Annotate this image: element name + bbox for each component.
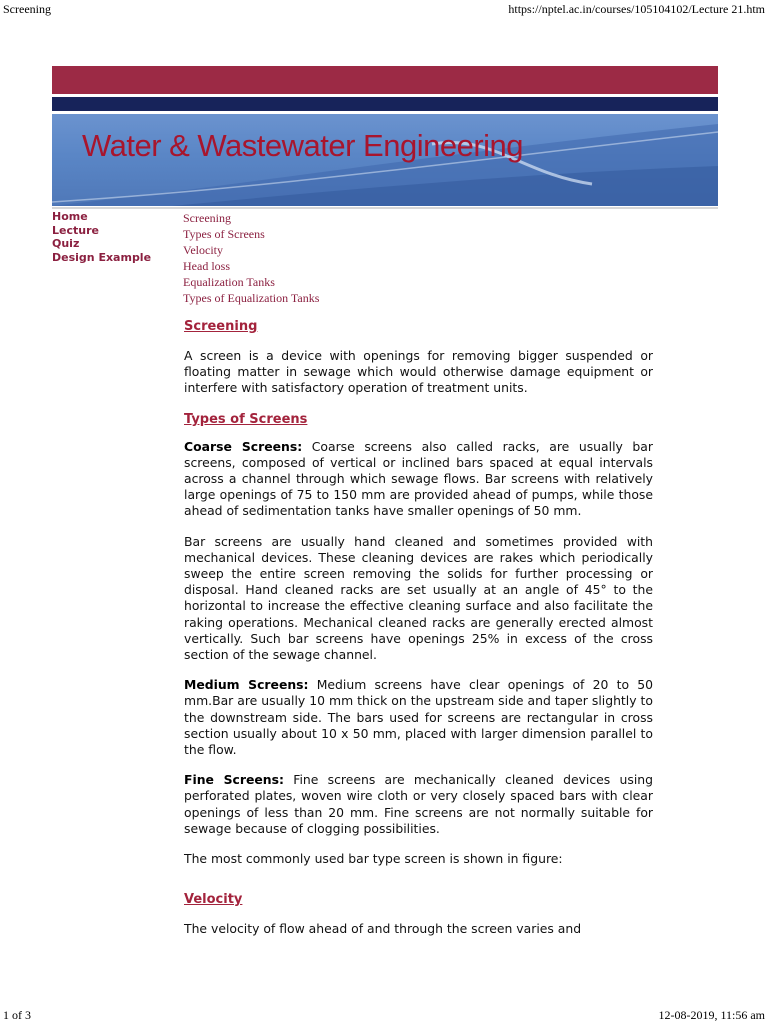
velocity-paragraph: The velocity of flow ahead of and through the screen varies and <box>184 921 582 937</box>
print-page-url: https://nptel.ac.in/courses/105104102/Lecture 21.htm <box>508 2 765 16</box>
nav-design-example-link[interactable]: Design Example <box>52 250 152 264</box>
table-of-contents <box>183 210 533 306</box>
coarse-screens-text: Coarse screens also called racks, are usually bar screens, composed of vertical or inclined bars spaced at equal intervals across a channel through which sewage flows. Bar screens with relatively large openings of 75 to 150 mm are provided ahead of pumps, while those ahead of sedimentation tanks have smaller openings of 50 mm. <box>184 438 653 519</box>
toc-screening-link[interactable]: Screening <box>183 211 231 225</box>
nav-home-link[interactable]: Home <box>52 210 88 223</box>
header-band-maroon <box>52 66 718 94</box>
figure-intro-paragraph: The most commonly used bar type screen is shown in figure: <box>184 851 563 867</box>
banner-divider <box>52 207 718 209</box>
nav-quiz-link[interactable]: Quiz <box>52 237 80 250</box>
heading-velocity: Velocity <box>184 892 243 908</box>
print-footer <box>0 1006 768 1024</box>
toc-head-loss-link[interactable]: Head loss <box>183 259 230 273</box>
medium-screens-text: Medium screens have clear openings of 20 to 50 mm.Bar are usually 10 mm thick on the upstream side and taper slightly to the downstream side. The bars used for screens are rectangular in cross section usually about 10 x 50 mm, placed with larger dimension parallel to the flow. <box>184 677 654 758</box>
fine-screens-text: Fine screens are mechanically cleaned devices using perforated plates, woven wire cloth or very closely spaced bars with clear openings of less than 20 mm. Fine screens are not normally suitable for sewage because of clogging possibilities. <box>184 772 653 836</box>
left-nav <box>52 210 177 264</box>
screening-paragraph: A screen is a device with openings for removing bigger suspended or floating matter in sewage which would otherwise damage equipment or interfere with satisfactory operation of treatment units. <box>184 348 653 396</box>
toc-types-of-equalization-tanks-link[interactable]: Types of Equalization Tanks <box>183 291 320 305</box>
fine-screens-label: Fine Screens: <box>184 772 284 788</box>
print-date: 12-08-2019, 11:56 am <box>658 1008 765 1022</box>
medium-screens-paragraph <box>184 677 653 758</box>
bar-screens-paragraph: Bar screens are usually hand cleaned and sometimes provided with mechanical devices. These cleaning devices are rakes which periodically sweep the entire screen removing the solids for further processing or disposal. Hand cleaned racks are set usually at an angle of 45° to the horizontal to increase the effective cleaning surface and also facilitate the raking operations. Mechanical cleaned racks are generally erected almost vertically. Such bar screens have openings 25% in excess of the cross section of the sewage channel. <box>184 533 653 663</box>
fine-screens-paragraph <box>184 772 653 837</box>
coarse-screens-label: Coarse Screens: <box>184 438 303 454</box>
main-content <box>184 318 653 937</box>
coarse-screens-paragraph <box>184 439 653 520</box>
heading-screening: Screening <box>184 319 258 334</box>
toc-types-of-screens-link[interactable]: Types of Screens <box>183 227 265 241</box>
page-number: 1 of 3 <box>3 1008 31 1022</box>
toc-equalization-tanks-link[interactable]: Equalization Tanks <box>183 275 275 289</box>
medium-screens-label: Medium Screens: <box>184 677 309 693</box>
nav-lecture-link[interactable]: Lecture <box>52 223 99 237</box>
header-band-navy <box>52 97 718 111</box>
print-header <box>0 0 768 20</box>
banner-title: Water & Wastewater Engineering <box>82 128 524 163</box>
toc-velocity-link[interactable]: Velocity <box>183 243 223 257</box>
heading-types-of-screens: Types of Screens <box>184 411 308 427</box>
print-page-title: Screening <box>3 2 51 16</box>
site-banner <box>52 114 718 206</box>
